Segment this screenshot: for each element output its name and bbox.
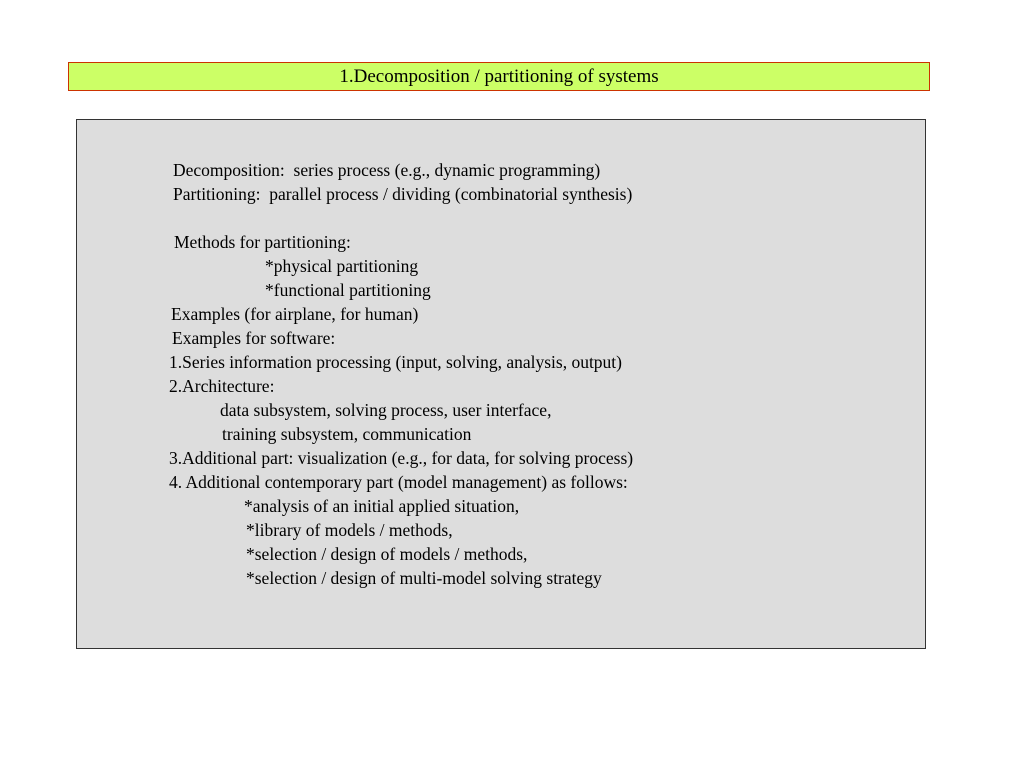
text-line-selection-strategy: *selection / design of multi-model solving strategy xyxy=(246,568,602,588)
text-line-library-models: *library of models / methods, xyxy=(246,520,453,540)
text-line-functional-partitioning: *functional partitioning xyxy=(265,280,431,300)
text-line-examples-software: Examples for software: xyxy=(172,328,336,348)
text-line-additional-visualization: 3.Additional part: visualization (e.g., for data, for solving process) xyxy=(169,448,634,468)
text-line-series-processing: 1.Series information processing (input, solving, analysis, output) xyxy=(169,352,623,372)
text-line-architecture-detail-2: training subsystem, communication xyxy=(222,424,472,444)
text-line-architecture: 2.Architecture: xyxy=(169,376,275,396)
content-box xyxy=(76,119,926,649)
text-line-architecture-detail-1: data subsystem, solving process, user interface, xyxy=(220,400,552,420)
text-line-partitioning: Partitioning: parallel process / dividing (combinatorial synthesis) xyxy=(173,184,633,204)
text-line-additional-model-management: 4. Additional contemporary part (model management) as follows: xyxy=(169,472,628,492)
text-line-analysis-situation: *analysis of an initial applied situation, xyxy=(244,496,520,516)
text-line-selection-models: *selection / design of models / methods, xyxy=(246,544,528,564)
slide-title: 1.Decomposition / partitioning of systems xyxy=(68,62,930,91)
text-line-methods-heading: Methods for partitioning: xyxy=(174,232,351,252)
text-line-decomposition: Decomposition: series process (e.g., dynamic programming) xyxy=(173,160,601,180)
text-line-physical-partitioning: *physical partitioning xyxy=(265,256,419,276)
text-line-examples-airplane: Examples (for airplane, for human) xyxy=(171,304,419,324)
